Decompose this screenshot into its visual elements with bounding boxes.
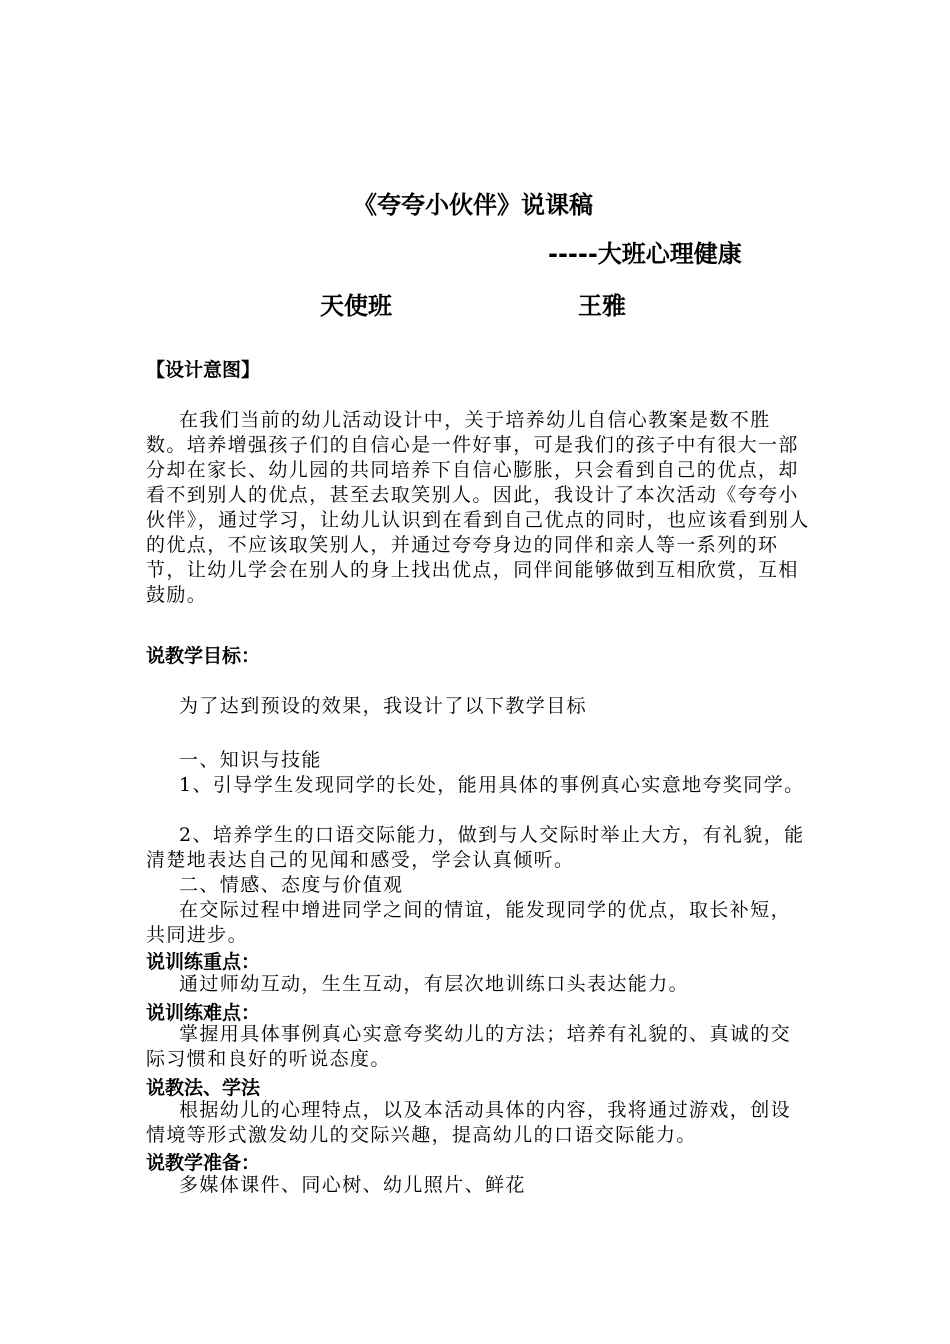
teacher-name: 王雅: [578, 292, 626, 320]
goal1-item1: 1、引导学生发现同学的长处，能用具体的事例真心实意地夸奖同学。: [179, 774, 805, 796]
goal1-heading: 一、知识与技能: [179, 749, 322, 771]
document-subtitle: -----大班心理健康: [548, 240, 742, 268]
prep-heading: 说教学准备：: [146, 1152, 261, 1174]
goal2-heading: 二、情感、态度与价值观: [179, 874, 404, 896]
method-text: 根据幼儿的心理特点，以及本活动具体的内容，我将通过游戏，创设情境等形式激发幼儿的交际兴趣，提高幼儿的口语交际能力。: [146, 1099, 792, 1146]
difficulty-text: 掌握用具体事例真心实意夸奖幼儿的方法；培养有礼貌的、真诚的交际习惯和良好的听说态度。: [146, 1023, 792, 1070]
focus-text: 通过师幼互动，生生互动，有层次地训练口头表达能力。: [179, 973, 690, 995]
prep-text: 多媒体课件、同心树、幼儿照片、鲜花: [179, 1174, 526, 1196]
goals-intro: 为了达到预设的效果，我设计了以下教学目标: [179, 695, 588, 717]
goal1-item2: 2、培养学生的口语交际能力，做到与人交际时举止大方，有礼貌，能清楚地表达自己的见闻和感受，学会认真倾听。: [146, 824, 805, 871]
method-heading: 说教法、学法: [146, 1077, 261, 1099]
goals-heading: 说教学目标：: [146, 645, 261, 667]
difficulty-heading: 说训练难点：: [146, 1002, 261, 1024]
design-paragraph: 在我们当前的幼儿活动设计中，关于培养幼儿自信心教案是数不胜数。培养增强孩子们的自信心是一件好事，可是我们的孩子中有很大一部分却在家长、幼儿园的共同培养下自信心膨胀，只会看到自己的优点，却看不到别人的优点，甚至去取笑别人。因此，我设计了本次活动《夸夸小伙伴》，通过学习，让幼儿认识到在看到自己优点的同时，也应该看到别人的优点，不应该取笑别人，并通过夸夸身边的同伴和亲人等一系列的环节，让幼儿学会在别人的身上找出优点，同伴间能够做到互相欣赏，互相鼓励。: [146, 409, 810, 606]
design-heading: 【设计意图】: [146, 359, 261, 381]
focus-heading: 说训练重点：: [146, 951, 261, 973]
document-title: 《夸夸小伙伴》说课稿: [353, 191, 593, 219]
goal2-text: 在交际过程中增进同学之间的情谊，能发现同学的优点，取长补短，共同进步。: [146, 899, 792, 946]
class-name: 天使班: [320, 292, 392, 320]
